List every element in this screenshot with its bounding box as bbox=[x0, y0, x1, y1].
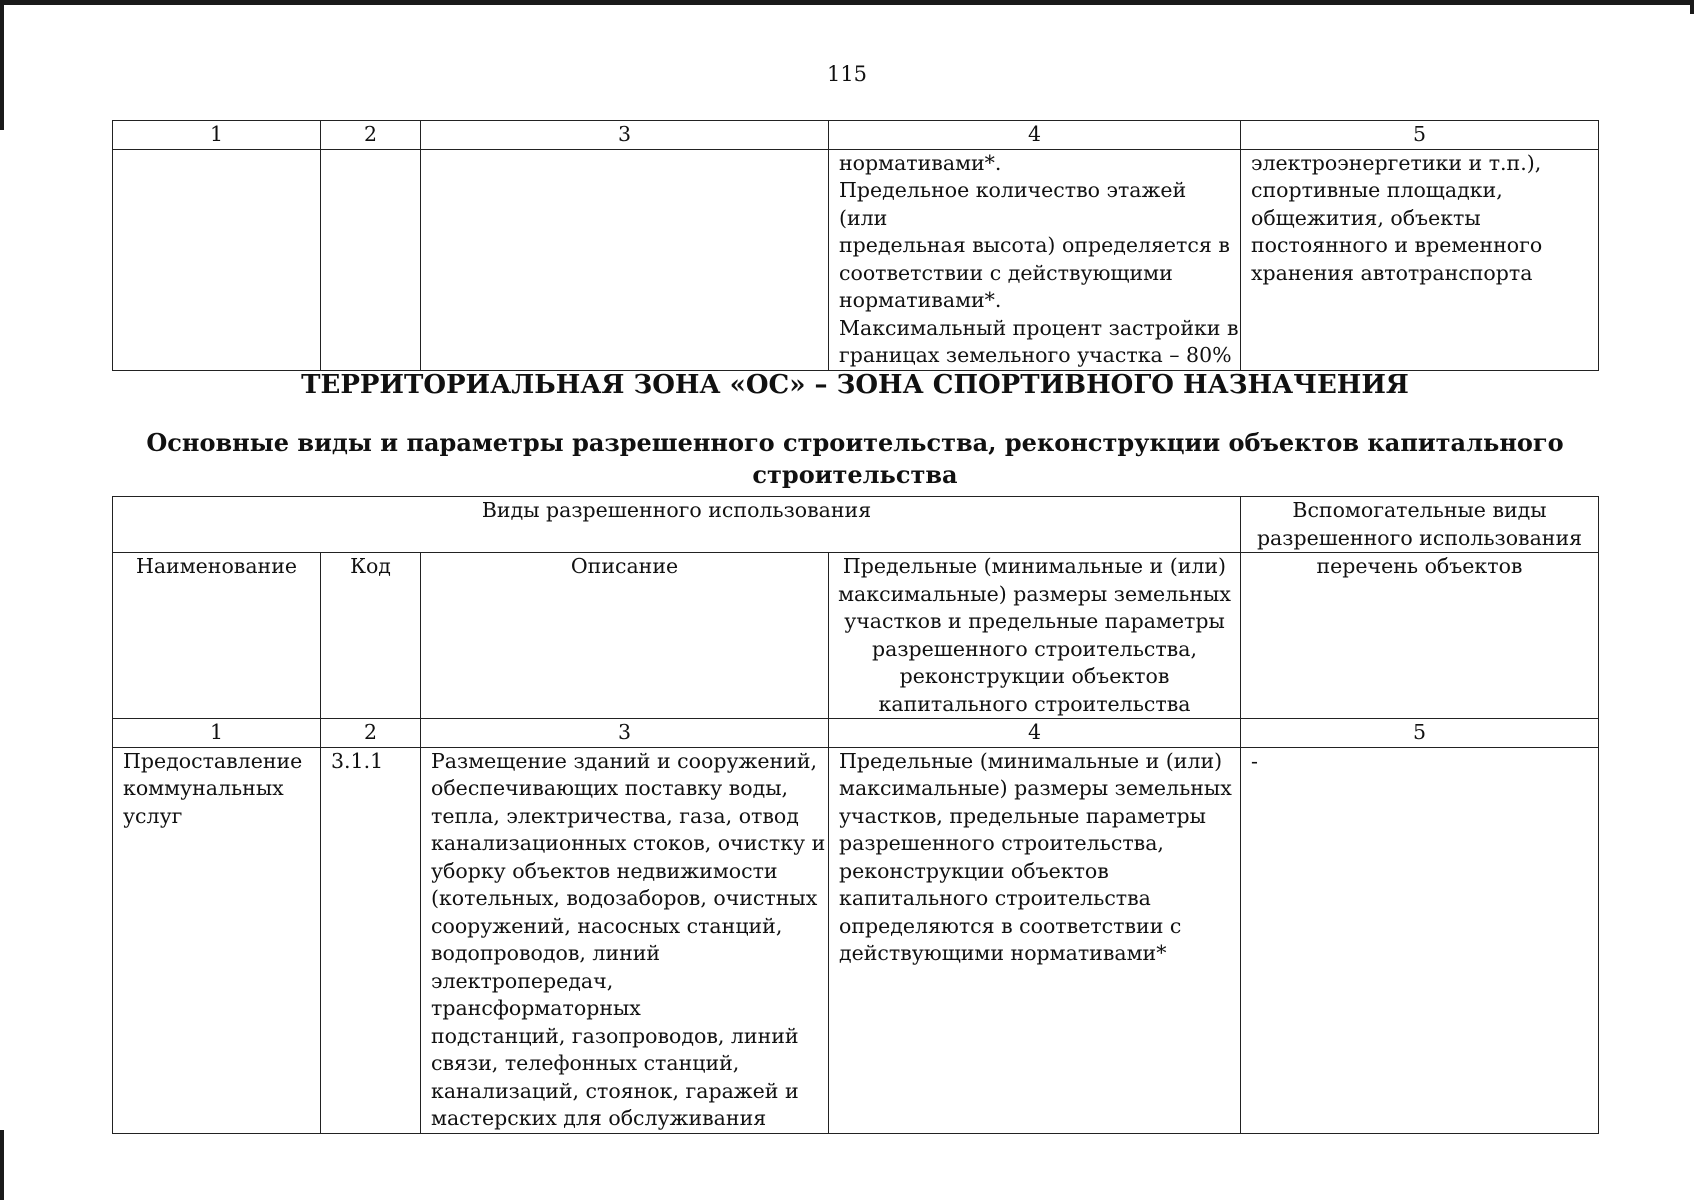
text-line: Предельное количество этажей (или bbox=[839, 178, 1187, 230]
section-title-line: строительства bbox=[752, 460, 958, 489]
text-line: Предельные (минимальные и (или) bbox=[839, 748, 1223, 773]
text-line: Вспомогательные виды bbox=[1292, 498, 1547, 522]
text-line: участков, предельные параметры bbox=[839, 803, 1206, 828]
text-line: канализационных стоков, очистку и bbox=[431, 831, 826, 855]
text-line: реконструкции объектов bbox=[839, 858, 1109, 883]
cell-description bbox=[421, 747, 829, 1133]
text-line: мастерских для обслуживания bbox=[431, 1106, 767, 1130]
text-line: связи, телефонных станций, bbox=[431, 1051, 740, 1075]
column-header-description: Описание bbox=[421, 553, 829, 719]
text-line: электроэнергетики и т.п.), bbox=[1251, 150, 1542, 175]
scan-border-top bbox=[0, 0, 1694, 5]
text-line: обеспечивающих поставку воды, bbox=[431, 776, 789, 800]
text-line: разрешенного строительства, bbox=[872, 636, 1197, 661]
text-line: (котельных, водозаборов, очистных bbox=[431, 886, 818, 910]
number-row bbox=[113, 719, 1599, 748]
cell-name bbox=[113, 747, 321, 1133]
header-cell: 5 bbox=[1241, 121, 1599, 150]
header-cell: 2 bbox=[321, 121, 421, 150]
header-cell: 3 bbox=[421, 121, 829, 150]
header-cell: 1 bbox=[113, 121, 321, 150]
text-line: действующими нормативами* bbox=[839, 941, 1167, 965]
number-cell: 3 bbox=[421, 719, 829, 748]
text-line: сооружений, насосных станций, bbox=[431, 913, 783, 938]
group-header-row bbox=[113, 497, 1599, 553]
permitted-use-table bbox=[112, 496, 1599, 1134]
cell-limits bbox=[829, 747, 1241, 1133]
column-header-limits bbox=[829, 553, 1241, 719]
number-cell: 4 bbox=[829, 719, 1241, 748]
cell-col3 bbox=[421, 149, 829, 370]
text-line: разрешенного строительства, bbox=[839, 831, 1164, 855]
number-cell: 2 bbox=[321, 719, 421, 748]
column-header-objects: перечень объектов bbox=[1241, 553, 1599, 719]
text-line: реконструкции объектов bbox=[899, 664, 1170, 688]
table-row bbox=[113, 149, 1599, 370]
text-line: услуг bbox=[123, 803, 183, 828]
text-line: канализаций, стоянок, гаражей и bbox=[431, 1078, 799, 1103]
text-line: коммунальных bbox=[123, 776, 284, 800]
table-row bbox=[113, 747, 1599, 1133]
continuation-header-row bbox=[113, 121, 1599, 150]
text-line: водопроводов, линий bbox=[431, 941, 661, 965]
text-line: разрешенного использования bbox=[1256, 525, 1583, 550]
text-line: максимальные) размеры земельных bbox=[838, 581, 1231, 606]
text-line: Размещение зданий и сооружений, bbox=[431, 748, 817, 773]
text-line: соответствии с действующими bbox=[839, 260, 1173, 285]
text-line: Предельные (минимальные и (или) bbox=[842, 554, 1227, 578]
text-line: предельная высота) определяется в bbox=[839, 233, 1230, 257]
text-line: общежития, объекты bbox=[1251, 205, 1481, 230]
group-header-auxiliary bbox=[1241, 497, 1599, 553]
header-cell: 4 bbox=[829, 121, 1241, 150]
text-line: электропередач, трансформаторных bbox=[431, 968, 641, 1020]
text-line: нормативами*. bbox=[839, 288, 1002, 312]
column-header-row bbox=[113, 553, 1599, 719]
column-header-name: Наименование bbox=[113, 553, 321, 719]
cell-col4 bbox=[829, 149, 1241, 370]
cell-code: 3.1.1 bbox=[321, 747, 421, 1133]
text-line: хранения автотранспорта bbox=[1251, 260, 1533, 285]
text-line: границах земельного участка – 80% bbox=[839, 343, 1232, 367]
text-line: определяются в соответствии с bbox=[839, 913, 1182, 938]
zone-title: ТЕРРИТОРИАЛЬНАЯ ЗОНА «ОС» – ЗОНА СПОРТИВНОГО НАЗНАЧЕНИЯ bbox=[301, 370, 1409, 400]
text-line: подстанций, газопроводов, линий bbox=[431, 1023, 799, 1048]
scan-border-left-lower bbox=[0, 1130, 4, 1200]
group-header-permitted: Виды разрешенного использования bbox=[113, 497, 1241, 553]
text-line: постоянного и временного bbox=[1251, 233, 1543, 257]
number-cell: 1 bbox=[113, 719, 321, 748]
column-header-code: Код bbox=[321, 553, 421, 719]
cell-col5 bbox=[1241, 149, 1599, 370]
cell-col2 bbox=[321, 149, 421, 370]
page-number: 115 bbox=[826, 62, 868, 86]
continuation-table bbox=[112, 120, 1599, 371]
text-line: капитального строительства bbox=[878, 691, 1191, 716]
text-line: тепла, электричества, газа, отвод bbox=[431, 803, 799, 828]
cell-objects: - bbox=[1241, 747, 1599, 1133]
section-title-line: Основные виды и параметры разрешенного строительства, реконструкции объектов капитального bbox=[146, 428, 1564, 457]
scan-border-corner bbox=[1690, 0, 1694, 14]
text-line: капитального строительства bbox=[839, 886, 1151, 910]
text-line: максимальные) размеры земельных bbox=[839, 776, 1232, 800]
text-line: участков и предельные параметры bbox=[844, 609, 1225, 633]
text-line: нормативами*. bbox=[839, 150, 1002, 175]
text-line: Предоставление bbox=[123, 748, 303, 773]
cell-col1 bbox=[113, 149, 321, 370]
text-line: уборку объектов недвижимости bbox=[431, 858, 778, 883]
section-title bbox=[112, 427, 1598, 491]
number-cell: 5 bbox=[1241, 719, 1599, 748]
text-line: Максимальный процент застройки в bbox=[839, 315, 1239, 340]
text-line: спортивные площадки, bbox=[1251, 178, 1503, 202]
